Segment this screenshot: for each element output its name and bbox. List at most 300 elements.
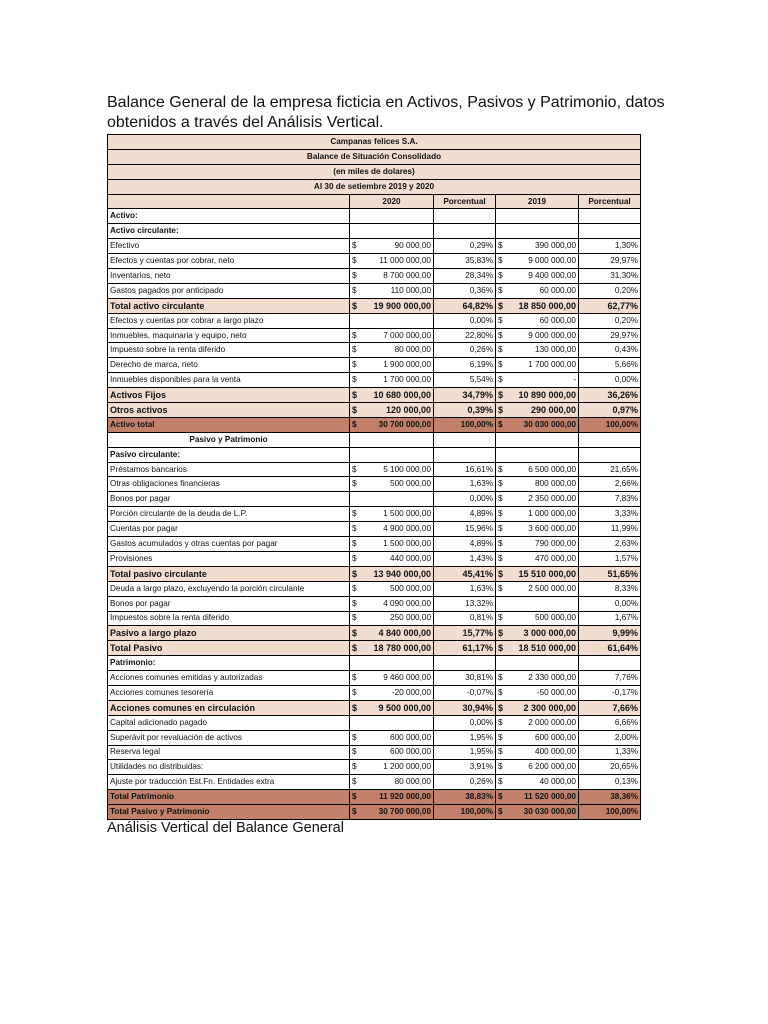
- amount-wrap: [352, 300, 431, 312]
- amount-2019: [496, 805, 579, 820]
- table-row: [108, 715, 641, 730]
- currency-symbol: $: [498, 792, 503, 802]
- row-label: Acciones comunes emitidas y autorizadas: [108, 671, 350, 686]
- amount-value: 500 000,00: [390, 479, 431, 489]
- title-row: [108, 135, 641, 150]
- row-label: Acciones comunes tesorería: [108, 685, 350, 700]
- amount-2020: [350, 715, 434, 730]
- amount-wrap: [352, 761, 431, 773]
- row-label: Impuesto sobre la renta diferido: [108, 343, 350, 358]
- amount-value: 10 680 000,00: [373, 390, 431, 401]
- row-label: Bonos por pagar: [108, 596, 350, 611]
- table-row: [108, 537, 641, 552]
- currency-symbol: $: [498, 717, 503, 727]
- percent-2019: 0,00%: [579, 373, 641, 388]
- percent-2020: 3,91%: [434, 760, 496, 775]
- percent-2020: 0,26%: [434, 775, 496, 790]
- section-blank-cell: [350, 224, 434, 239]
- amount-2019: [496, 417, 579, 432]
- amount-wrap: [498, 717, 576, 729]
- amount-wrap: [352, 702, 431, 714]
- percent-2020: 15,77%: [434, 626, 496, 641]
- amount-value: 80 000,00: [394, 345, 431, 355]
- amount-2019: [496, 611, 579, 626]
- percent-2019: 2,66%: [579, 477, 641, 492]
- amount-wrap: [498, 642, 576, 654]
- currency-symbol: $: [352, 538, 357, 548]
- amount-2019: [496, 343, 579, 358]
- currency-symbol: $: [498, 643, 504, 654]
- amount-value: 4 840 000,00: [378, 628, 431, 639]
- section-blank-cell: [434, 447, 496, 462]
- currency-symbol: $: [352, 553, 357, 563]
- amount-2020: [350, 611, 434, 626]
- amount-2019: [496, 373, 579, 388]
- column-header-percent-2019: Porcentual: [579, 194, 641, 209]
- intro-paragraph: Balance General de la empresa ficticia en Activos, Pasivos y Patrimonio, datos obtenidos a través del Análisis Vertical.: [107, 94, 665, 131]
- amount-value: 120 000,00: [385, 404, 431, 415]
- row-label: Efectivo: [108, 239, 350, 254]
- amount-2020: [350, 700, 434, 715]
- percent-2019: 7,66%: [579, 700, 641, 715]
- amount-wrap: [352, 374, 431, 386]
- amount-wrap: [498, 270, 576, 282]
- amount-value: -50 000,00: [536, 687, 576, 697]
- amount-wrap: [498, 746, 576, 758]
- amount-wrap: [352, 776, 431, 788]
- amount-2019: [496, 537, 579, 552]
- percent-2019: 100,00%: [579, 805, 641, 820]
- row-label: Cuentas por pagar: [108, 522, 350, 537]
- table-row: [108, 343, 641, 358]
- table-row: [108, 462, 641, 477]
- table-row: [108, 507, 641, 522]
- row-label: Deuda a largo plazo, excluyendo la porción circulante: [108, 581, 350, 596]
- amount-wrap: [498, 776, 576, 788]
- table-row: [108, 685, 641, 700]
- percent-2019: 20,65%: [579, 760, 641, 775]
- percent-2019: 31,30%: [579, 269, 641, 284]
- amount-2019: [496, 283, 579, 298]
- amount-wrap: [498, 255, 576, 267]
- amount-value: 4 900 000,00: [383, 524, 431, 534]
- percent-2020: 22,80%: [434, 328, 496, 343]
- amount-2020: [350, 641, 434, 656]
- amount-2019: [496, 760, 579, 775]
- amount-2020: [350, 551, 434, 566]
- column-header-2020: 2020: [350, 194, 434, 209]
- amount-value: 500 000,00: [390, 583, 431, 593]
- amount-value: 7 000 000,00: [383, 330, 431, 340]
- section-blank-cell: [496, 224, 579, 239]
- table-row: [108, 209, 641, 224]
- currency-symbol: $: [498, 673, 503, 682]
- amount-value: 130 000,00: [535, 345, 576, 355]
- percent-2020: 30,94%: [434, 700, 496, 715]
- percent-2020: 0,39%: [434, 403, 496, 418]
- table-row: [108, 477, 641, 492]
- currency-symbol: $: [498, 538, 503, 548]
- table-row: [108, 611, 641, 626]
- amount-2020: [350, 581, 434, 596]
- percent-2020: 1,63%: [434, 477, 496, 492]
- percent-2020: 28,34%: [434, 269, 496, 284]
- percent-2020: 0,81%: [434, 611, 496, 626]
- percent-2020: 100,00%: [434, 805, 496, 820]
- percent-2019: 2,63%: [579, 537, 641, 552]
- amount-2019: [496, 492, 579, 507]
- percent-2020: 4,89%: [434, 537, 496, 552]
- amount-wrap: [498, 612, 576, 624]
- amount-2019: [496, 298, 579, 313]
- currency-symbol: $: [352, 673, 357, 682]
- section-label: Activo circulante:: [108, 224, 350, 239]
- percent-2019: 7,76%: [579, 671, 641, 686]
- amount-value: 80 000,00: [394, 777, 431, 787]
- table-row: [108, 805, 641, 820]
- amount-wrap: [352, 389, 431, 401]
- section-blank-cell: [350, 656, 434, 671]
- percent-2020: 13,32%: [434, 596, 496, 611]
- company-name: Campanas felices S.A.: [108, 135, 641, 150]
- percent-2019: 0,00%: [579, 596, 641, 611]
- amount-wrap: [498, 508, 576, 520]
- amount-wrap: [352, 330, 431, 342]
- amount-2019: [496, 685, 579, 700]
- amount-2020: [350, 775, 434, 790]
- currency-symbol: $: [498, 256, 503, 266]
- row-label: Otros activos: [108, 403, 350, 418]
- percent-2019: 0,97%: [579, 403, 641, 418]
- currency-symbol: $: [352, 792, 357, 802]
- table-row: [108, 626, 641, 641]
- table-row: [108, 522, 641, 537]
- amount-value: 790 000,00: [535, 538, 576, 548]
- currency-symbol: $: [352, 479, 357, 489]
- amount-2019: [496, 522, 579, 537]
- amount-2020: [350, 254, 434, 269]
- currency-symbol: $: [498, 360, 503, 370]
- amount-value: 90 000,00: [394, 241, 431, 251]
- amount-wrap: [498, 672, 576, 684]
- amount-wrap: [498, 702, 576, 714]
- table-row: [108, 775, 641, 790]
- amount-wrap: [498, 404, 576, 416]
- table-row: [108, 417, 641, 432]
- currency-symbol: $: [352, 777, 357, 787]
- amount-value: 13 940 000,00: [373, 568, 431, 579]
- amount-2020: [350, 269, 434, 284]
- amount-value: 4 090 000,00: [383, 598, 431, 608]
- amount-wrap: [352, 642, 431, 654]
- statement-title: Balance de Situación Consolidado: [108, 149, 641, 164]
- currency-symbol: $: [498, 613, 503, 623]
- row-label: Total Pasivo: [108, 641, 350, 656]
- amount-2019: [496, 388, 579, 403]
- currency-symbol: $: [352, 285, 357, 295]
- amount-value: -20 000,00: [391, 687, 431, 697]
- percent-2020: 61,17%: [434, 641, 496, 656]
- amount-wrap: [352, 270, 431, 282]
- section-blank-cell: [350, 432, 434, 447]
- percent-2019: 7,83%: [579, 492, 641, 507]
- currency-symbol: $: [352, 747, 357, 757]
- amount-value: 15 510 000,00: [518, 568, 576, 579]
- currency-symbol: $: [352, 270, 357, 280]
- section-blank-cell: [579, 209, 641, 224]
- amount-2020: [350, 492, 434, 507]
- percent-2019: 1,33%: [579, 745, 641, 760]
- row-label: Gastos acumulados y otras cuentas por pagar: [108, 537, 350, 552]
- currency-symbol: $: [352, 256, 357, 266]
- amount-2020: [350, 760, 434, 775]
- percent-2019: 38,36%: [579, 790, 641, 805]
- section-label: Pasivo circulante:: [108, 447, 350, 462]
- currency-symbol: $: [498, 464, 503, 474]
- currency-symbol: $: [498, 807, 503, 817]
- amount-2020: [350, 596, 434, 611]
- currency-symbol: $: [498, 628, 504, 639]
- currency-symbol: $: [352, 404, 358, 415]
- amount-wrap: [352, 538, 431, 550]
- percent-2019: 51,65%: [579, 566, 641, 581]
- percent-2019: 0,20%: [579, 313, 641, 328]
- amount-value: 2 330 000,00: [528, 673, 576, 682]
- percent-2020: 0,29%: [434, 239, 496, 254]
- percent-2020: 6,19%: [434, 358, 496, 373]
- amount-value: 1 500 000,00: [383, 509, 431, 519]
- amount-2020: [350, 730, 434, 745]
- amount-wrap: [498, 523, 576, 535]
- table-row: [108, 328, 641, 343]
- amount-value: 11 520 000,00: [524, 792, 576, 802]
- amount-wrap: [498, 300, 576, 312]
- percent-2019: 21,65%: [579, 462, 641, 477]
- amount-wrap: [498, 493, 576, 505]
- table-row: [108, 641, 641, 656]
- amount-value: 1 000 000,00: [528, 509, 576, 519]
- amount-value: 11 920 000,00: [379, 792, 431, 802]
- currency-symbol: $: [352, 568, 358, 579]
- amount-2020: [350, 566, 434, 581]
- amount-wrap: [498, 464, 576, 476]
- amount-value: 2 000 000,00: [528, 717, 576, 727]
- amount-wrap: [498, 478, 576, 490]
- section-label: Pasivo y Patrimonio: [108, 432, 350, 447]
- amount-2019: [496, 715, 579, 730]
- amount-wrap: [352, 627, 431, 639]
- percent-2019: 0,13%: [579, 775, 641, 790]
- percent-2019: 6,66%: [579, 715, 641, 730]
- percent-2019: 0,43%: [579, 343, 641, 358]
- currency-symbol: $: [352, 583, 357, 593]
- amount-value: 9 460 000,00: [383, 673, 431, 682]
- currency-symbol: $: [498, 583, 503, 593]
- percent-2020: 4,89%: [434, 507, 496, 522]
- percent-2019: 9,99%: [579, 626, 641, 641]
- section-blank-cell: [350, 447, 434, 462]
- percent-2019: 0,20%: [579, 283, 641, 298]
- amount-value: 400 000,00: [535, 747, 576, 757]
- currency-symbol: $: [352, 702, 358, 713]
- section-blank-cell: [579, 656, 641, 671]
- section-blank-cell: [434, 209, 496, 224]
- amount-2020: [350, 805, 434, 820]
- percent-2019: 3,33%: [579, 507, 641, 522]
- table-row: [108, 730, 641, 745]
- amount-wrap: [352, 344, 431, 356]
- amount-2020: [350, 477, 434, 492]
- table-row: [108, 388, 641, 403]
- amount-value: 470 000,00: [535, 553, 576, 563]
- amount-value: 30 030 000,00: [523, 419, 576, 429]
- percent-2020: -0,07%: [434, 685, 496, 700]
- currency-symbol: $: [352, 762, 357, 772]
- percent-2019: 29,97%: [579, 254, 641, 269]
- amount-2019: [496, 596, 579, 611]
- table-row: [108, 566, 641, 581]
- amount-wrap: [352, 508, 431, 520]
- amount-2019: [496, 790, 579, 805]
- currency-symbol: $: [352, 524, 357, 534]
- section-blank-cell: [496, 656, 579, 671]
- amount-value: 18 780 000,00: [373, 643, 431, 654]
- row-label: Activo total: [108, 417, 350, 432]
- currency-symbol: $: [352, 643, 358, 654]
- amount-wrap: [498, 285, 576, 297]
- amount-value: 2 500 000,00: [528, 583, 576, 593]
- amount-value: 1 700 000,00: [528, 360, 576, 370]
- currency-symbol: $: [352, 509, 357, 519]
- row-label: Préstamos bancarios: [108, 462, 350, 477]
- currency-symbol: $: [352, 375, 357, 385]
- percent-2020: 38,83%: [434, 790, 496, 805]
- row-label: Efectos y cuentas por cobrar a largo plazo: [108, 313, 350, 328]
- amount-2020: [350, 537, 434, 552]
- amount-value: 3 600 000,00: [528, 524, 576, 534]
- percent-2019: 1,67%: [579, 611, 641, 626]
- amount-2019: [496, 730, 579, 745]
- amount-wrap: [498, 568, 576, 580]
- percent-2019: 61,64%: [579, 641, 641, 656]
- currency-symbol: $: [498, 687, 503, 697]
- amount-2019: [496, 269, 579, 284]
- percent-2020: 15,96%: [434, 522, 496, 537]
- amount-2019: [496, 566, 579, 581]
- section-label: Patrimonio:: [108, 656, 350, 671]
- amount-2020: [350, 685, 434, 700]
- row-label: Provisiones: [108, 551, 350, 566]
- currency-symbol: $: [352, 419, 357, 429]
- row-label: Total Patrimonio: [108, 790, 350, 805]
- amount-value: 2 350 000,00: [528, 494, 576, 504]
- amount-2020: [350, 462, 434, 477]
- table-row: [108, 313, 641, 328]
- amount-wrap: [498, 240, 576, 252]
- amount-value: 600 000,00: [390, 747, 431, 757]
- amount-wrap: [498, 359, 576, 371]
- table-row: [108, 745, 641, 760]
- percent-2020: 0,00%: [434, 313, 496, 328]
- percent-2019: 1,30%: [579, 239, 641, 254]
- amount-wrap: [352, 687, 431, 699]
- currency-symbol: $: [352, 807, 357, 817]
- row-label: Impuestos sobre la renta diferido: [108, 611, 350, 626]
- row-label: Gastos pagados por anticipado: [108, 283, 350, 298]
- percent-2019: 1,57%: [579, 551, 641, 566]
- amount-value: 3 000 000,00: [523, 628, 576, 639]
- amount-value: 30 700 000,00: [378, 807, 431, 817]
- amount-2020: [350, 671, 434, 686]
- currency-symbol: $: [498, 732, 503, 742]
- percent-2020: 34,79%: [434, 388, 496, 403]
- currency-symbol: $: [498, 345, 503, 355]
- currency-symbol: $: [352, 360, 357, 370]
- amount-2020: [350, 373, 434, 388]
- currency-symbol: $: [352, 598, 357, 608]
- section-blank-cell: [579, 432, 641, 447]
- currency-symbol: $: [498, 241, 503, 251]
- table-row: [108, 254, 641, 269]
- amount-value: 500 000,00: [535, 613, 576, 623]
- percent-2019: 36,26%: [579, 388, 641, 403]
- row-label: Bonos por pagar: [108, 492, 350, 507]
- currency-symbol: $: [498, 330, 503, 340]
- amount-wrap: [352, 419, 431, 431]
- amount-value: -: [573, 375, 576, 385]
- table-row: [108, 224, 641, 239]
- table-row: [108, 790, 641, 805]
- section-blank-cell: [434, 656, 496, 671]
- percent-2019: 11,99%: [579, 522, 641, 537]
- amount-2019: [496, 626, 579, 641]
- amount-wrap: [352, 732, 431, 744]
- currency-symbol: $: [498, 390, 504, 401]
- currency-symbol: $: [498, 553, 503, 563]
- amount-value: 6 200 000,00: [528, 762, 576, 772]
- currency-symbol: $: [498, 270, 503, 280]
- amount-wrap: [498, 553, 576, 565]
- percent-2019: -0,17%: [579, 685, 641, 700]
- percent-2019: 62,77%: [579, 298, 641, 313]
- amount-value: 18 850 000,00: [518, 300, 576, 311]
- row-label: Inmuebles disponibles para la venta: [108, 373, 350, 388]
- percent-2020: 100,00%: [434, 417, 496, 432]
- title-row: [108, 179, 641, 194]
- section-blank-cell: [496, 432, 579, 447]
- amount-value: 6 500 000,00: [528, 464, 576, 474]
- amount-2020: [350, 417, 434, 432]
- title-row: [108, 164, 641, 179]
- date-line: Al 30 de setiembre 2019 y 2020: [108, 179, 641, 194]
- units-note: (en miles de dolares): [108, 164, 641, 179]
- section-label: Activo:: [108, 209, 350, 224]
- amount-value: 600 000,00: [390, 732, 431, 742]
- currency-symbol: $: [498, 762, 503, 772]
- amount-value: 9 500 000,00: [378, 702, 431, 713]
- row-label: Reserva legal: [108, 745, 350, 760]
- currency-symbol: $: [498, 315, 503, 325]
- currency-symbol: $: [498, 524, 503, 534]
- amount-value: 9 000 000,00: [528, 330, 576, 340]
- balance-sheet-body: [108, 135, 641, 820]
- section-blank-cell: [496, 447, 579, 462]
- percent-2019: 100,00%: [579, 417, 641, 432]
- section-blank-cell: [350, 209, 434, 224]
- amount-wrap: [352, 464, 431, 476]
- percent-2019: 2,00%: [579, 730, 641, 745]
- table-row: [108, 656, 641, 671]
